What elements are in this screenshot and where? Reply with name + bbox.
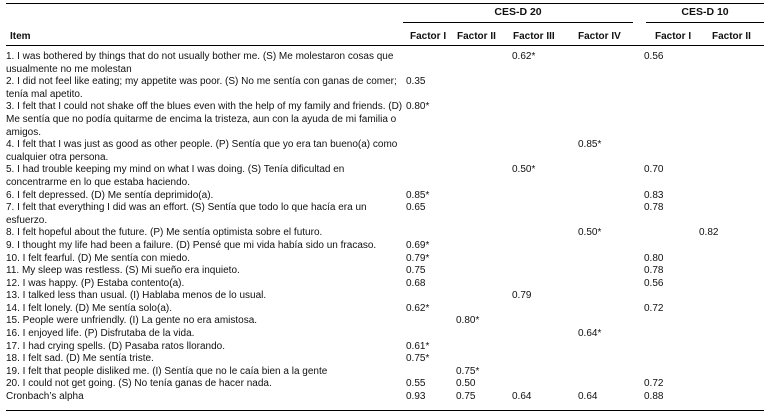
- group-header-cesd20: CES-D 20: [494, 6, 542, 18]
- item-text: Cronbach’s alpha: [6, 391, 84, 403]
- loading-cell: [406, 227, 456, 240]
- loading-cell: [644, 240, 699, 253]
- column-header-cesd20-factor-3: Factor III: [513, 31, 555, 42]
- loading-cell: 0.88: [644, 391, 664, 403]
- header-bottom-rule: [6, 45, 764, 46]
- table-row: [6, 139, 764, 164]
- loading-cell: 0.75: [406, 265, 426, 277]
- table-row: [6, 51, 764, 76]
- loading-cell: [456, 253, 512, 266]
- loading-cell: [644, 227, 699, 240]
- item-text: 8. I felt hopeful about the future. (P) Me sentía optimista sobre el futuro.: [6, 227, 323, 239]
- loading-cell: [456, 227, 512, 240]
- table-row: [6, 315, 764, 328]
- item-text: 1. I was bothered by things that do not usually bother me. (S) Me molestaron cosas que usualmente no me molestan: [6, 51, 394, 75]
- loading-cell: [699, 353, 764, 366]
- loading-cell: 0.50: [456, 378, 476, 390]
- loading-cell: 0.75: [456, 391, 476, 403]
- loading-cell: 0.93: [406, 391, 426, 403]
- table-row: [6, 366, 764, 379]
- loading-cell: [456, 265, 512, 278]
- loading-cell: 0.64: [578, 391, 598, 403]
- loading-cell: 0.64: [512, 391, 532, 403]
- loading-cell: [644, 76, 699, 101]
- table-row: [6, 328, 764, 341]
- item-text: 2. I did not feel like eating; my appetite was poor. (S) No me sentía con ganas de comer; tenía mal apetito.: [6, 76, 397, 100]
- loading-cell: [699, 190, 764, 203]
- loading-cell: 0.80: [644, 252, 664, 264]
- loading-cell: 0.64*: [578, 328, 602, 340]
- loading-cell: 0.80*: [456, 315, 480, 327]
- item-text: 11. My sleep was restless. (S) Mi sueño era inquieto.: [6, 265, 240, 277]
- item-text: 4. I felt that I was just as good as other people. (P) Sentía que yo era tan bueno(a) como cualquier otra persona.: [6, 139, 398, 163]
- loading-cell: [406, 139, 456, 164]
- table-row: [6, 76, 764, 101]
- loading-cell: [512, 190, 578, 203]
- loading-cell: [406, 366, 456, 379]
- loading-cell: 0.56: [644, 51, 664, 62]
- loading-cell: [512, 227, 578, 240]
- loading-cell: [456, 190, 512, 203]
- loading-cell: [578, 190, 644, 203]
- loading-cell: [578, 164, 644, 189]
- table-row: [6, 341, 764, 354]
- table-row: [6, 253, 764, 266]
- table-row: [6, 353, 764, 366]
- loading-cell: [578, 76, 644, 101]
- loading-cell: [699, 164, 764, 189]
- loading-cell: 0.65: [406, 202, 426, 214]
- loading-cell: 0.75*: [456, 365, 480, 377]
- loading-cell: 0.50*: [578, 227, 602, 239]
- column-header-cesd20-factor-4: Factor IV: [578, 31, 621, 42]
- loading-cell: [699, 51, 764, 76]
- column-header-cesd20-factor-1: Factor I: [410, 31, 447, 42]
- loading-cell: 0.61*: [406, 340, 430, 352]
- loading-cell: [406, 328, 456, 341]
- loading-cell: 0.85*: [578, 139, 602, 151]
- loading-cell: [699, 290, 764, 303]
- loading-cell: [456, 164, 512, 189]
- loading-cell: [456, 139, 512, 164]
- loading-cell: [644, 366, 699, 379]
- loading-cell: [512, 265, 578, 278]
- loading-cell: [699, 240, 764, 253]
- loading-cell: [512, 202, 578, 227]
- table-top-rule: [6, 3, 764, 4]
- loading-cell: [578, 265, 644, 278]
- group-rule-cesd10: [646, 22, 764, 23]
- item-text: 9. I thought my life had been a failure. (D) Pensé que mi vida había sido un fracaso.: [6, 239, 377, 251]
- loading-cell: 0.78: [644, 265, 664, 277]
- loading-cell: 0.80*: [406, 101, 430, 113]
- loading-cell: [699, 366, 764, 379]
- loading-cell: [512, 278, 578, 291]
- table-row: [6, 240, 764, 253]
- item-text: 13. I talked less than usual. (I) Hablaba menos de lo usual.: [6, 290, 267, 302]
- loading-cell: [512, 366, 578, 379]
- item-text: 17. I had crying spells. (D) Pasaba ratos llorando.: [6, 340, 225, 352]
- table-row: [6, 378, 764, 391]
- loading-cell: [578, 101, 644, 139]
- loading-cell: [578, 253, 644, 266]
- table-row: [6, 101, 764, 139]
- loading-cell: 0.75*: [406, 353, 430, 365]
- loading-cell: [578, 341, 644, 354]
- loading-cell: [456, 341, 512, 354]
- loading-cell: [699, 391, 764, 404]
- loading-cell: [578, 353, 644, 366]
- loading-cell: [512, 341, 578, 354]
- item-text: 3. I felt that I could not shake off the blues even with the help of my family and friends. (D) Me sentía que no podía quitarme de encima la tristeza, aun con la ayuda de mi familia o amigos.: [6, 101, 403, 138]
- loading-cell: [456, 240, 512, 253]
- loading-cell: [456, 278, 512, 291]
- loading-cell: [456, 202, 512, 227]
- table-row: [6, 202, 764, 227]
- loading-cell: [699, 202, 764, 227]
- loading-cell: [644, 353, 699, 366]
- loading-cell: [699, 139, 764, 164]
- loading-cell: 0.72: [644, 378, 664, 390]
- loading-cell: [644, 139, 699, 164]
- loading-cell: [578, 378, 644, 391]
- loading-cell: 0.62*: [406, 302, 430, 314]
- table-row: [6, 265, 764, 278]
- loading-cell: 0.35: [406, 76, 426, 88]
- table-row: [6, 164, 764, 189]
- loading-cell: [456, 101, 512, 139]
- loading-cell: [699, 76, 764, 101]
- item-text: 12. I was happy. (P) Estaba contento(a).: [6, 277, 185, 289]
- loading-cell: 0.79: [512, 290, 532, 302]
- loading-cell: [456, 290, 512, 303]
- item-text: 20. I could not get going. (S) No tenía ganas de hacer nada.: [6, 378, 272, 390]
- loading-cell: [578, 51, 644, 76]
- group-header-cesd10: CES-D 10: [681, 6, 729, 18]
- loading-cell: 0.85*: [406, 189, 430, 201]
- loading-cell: [456, 328, 512, 341]
- column-header-cesd20-factor-2: Factor II: [457, 31, 496, 42]
- item-text: 7. I felt that everything I did was an effort. (S) Sentía que todo lo que hacía era un esfuerzo.: [6, 202, 367, 226]
- group-rule-cesd20: [403, 22, 633, 23]
- cronbach-alpha-row: [6, 391, 764, 404]
- loading-cell: [699, 278, 764, 291]
- loading-cell: [406, 51, 456, 76]
- loading-cell: 0.68: [406, 277, 426, 289]
- loading-cell: [512, 253, 578, 266]
- loading-cell: [699, 253, 764, 266]
- loading-cell: [699, 265, 764, 278]
- column-header-item: Item: [10, 31, 31, 42]
- loading-cell: 0.50*: [512, 164, 536, 176]
- loading-cell: [512, 76, 578, 101]
- loading-cell: [512, 240, 578, 253]
- loading-cell: [406, 164, 456, 189]
- item-text: 5. I had trouble keeping my mind on what I was doing. (S) Tenía dificultad en concentrarme en lo que estaba haciendo.: [6, 164, 345, 188]
- item-text: 18. I felt sad. (D) Me sentía triste.: [6, 353, 154, 365]
- loading-cell: [512, 101, 578, 139]
- loading-cell: [456, 76, 512, 101]
- loading-cell: [512, 315, 578, 328]
- loading-cell: [644, 341, 699, 354]
- loading-cell: 0.72: [644, 302, 664, 314]
- item-text: 15. People were unfriendly. (I) La gente no era amistosa.: [6, 315, 258, 327]
- item-text: 10. I felt fearful. (D) Me sentía con miedo.: [6, 252, 190, 264]
- loading-cell: [644, 328, 699, 341]
- loading-cell: [699, 328, 764, 341]
- table-row: [6, 303, 764, 316]
- loading-cell: 0.55: [406, 378, 426, 390]
- loading-cell: [644, 290, 699, 303]
- loading-cell: [578, 278, 644, 291]
- loading-cell: [699, 378, 764, 391]
- loading-cell: [699, 341, 764, 354]
- loading-cell: [578, 240, 644, 253]
- loading-cell: [512, 353, 578, 366]
- loading-cell: [644, 101, 699, 139]
- loading-cell: [578, 366, 644, 379]
- column-header-cesd10-factor-1: Factor I: [655, 31, 692, 42]
- loading-cell: [456, 303, 512, 316]
- table-bottom-rule: [6, 410, 764, 411]
- item-text: 6. I felt depressed. (D) Me sentía deprimido(a).: [6, 189, 214, 201]
- table-row: [6, 190, 764, 203]
- loading-cell: [578, 290, 644, 303]
- loading-cell: [699, 101, 764, 139]
- loadings-body: [6, 51, 764, 404]
- loading-cell: 0.70: [644, 164, 664, 176]
- column-header-cesd10-factor-2: Factor II: [712, 31, 751, 42]
- loading-cell: 0.56: [644, 277, 664, 289]
- loading-cell: [512, 139, 578, 164]
- table-row: [6, 290, 764, 303]
- loading-cell: 0.79*: [406, 252, 430, 264]
- loading-cell: 0.62*: [512, 51, 536, 62]
- loading-cell: 0.78: [644, 202, 664, 214]
- table-row: [6, 278, 764, 291]
- loading-cell: [406, 315, 456, 328]
- loading-cell: [699, 303, 764, 316]
- item-text: 19. I felt that people disliked me. (I) Sentía que no le caía bien a la gente: [6, 365, 328, 377]
- loading-cell: [512, 303, 578, 316]
- loading-cell: [406, 290, 456, 303]
- loading-cell: [578, 202, 644, 227]
- loading-cell: 0.82: [699, 227, 719, 239]
- loading-cell: [512, 378, 578, 391]
- loading-cell: [512, 328, 578, 341]
- loading-cell: [699, 315, 764, 328]
- loading-cell: [456, 353, 512, 366]
- loading-cell: [578, 315, 644, 328]
- loading-cell: [644, 315, 699, 328]
- loading-cell: 0.83: [644, 189, 664, 201]
- loading-cell: [578, 303, 644, 316]
- item-text: 14. I felt lonely. (D) Me sentía solo(a).: [6, 302, 172, 314]
- loading-cell: [456, 51, 512, 76]
- item-text: 16. I enjoyed life. (P) Disfrutaba de la vida.: [6, 328, 195, 340]
- table-row: [6, 227, 764, 240]
- loading-cell: 0.69*: [406, 239, 430, 251]
